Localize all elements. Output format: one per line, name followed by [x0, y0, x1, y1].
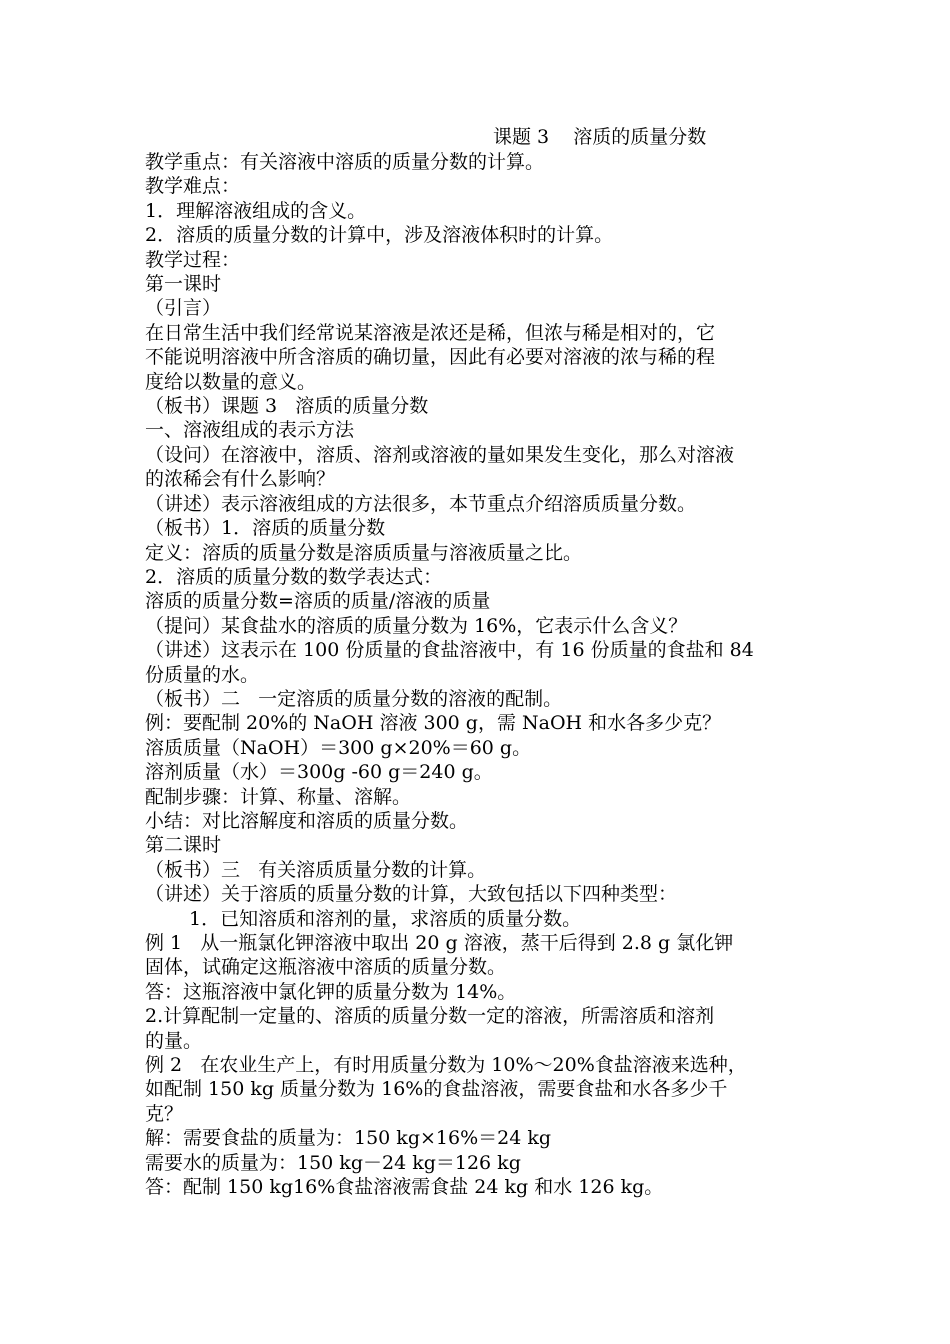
text-line: 例：要配制 20%的 NaOH 溶液 300 g，需 NaOH 和水各多少克？ — [145, 712, 722, 735]
text-line: 份质量的水。 — [145, 663, 260, 686]
text-line: 在日常生活中我们经常说某溶液是浓还是稀，但浓与稀是相对的，它 — [145, 321, 716, 344]
text-line: （讲述）关于溶质的质量分数的计算，大致包括以下四种类型： — [145, 883, 678, 906]
text-line: 配制步骤：计算、称量、溶解。 — [145, 785, 412, 808]
text-line: （引言） — [145, 297, 222, 320]
text-line: 教学过程： — [145, 248, 241, 271]
text-line: 答：这瓶溶液中氯化钾的质量分数为 14%。 — [145, 980, 517, 1003]
text-line: （设问）在溶液中，溶质、溶剂或溶液的量如果发生变化，那么对溶液 — [145, 443, 735, 466]
text-line: 的量。 — [145, 1029, 203, 1052]
text-line: 溶质的质量分数=溶质的质量/溶液的质量 — [145, 590, 491, 613]
text-line: 教学难点： — [145, 175, 241, 198]
text-line: 第二课时 — [145, 834, 222, 857]
text-line: （提问）某食盐水的溶质的质量分数为 16%，它表示什么含义？ — [145, 614, 688, 637]
text-line: 定义：溶质的质量分数是溶质质量与溶液质量之比。 — [145, 541, 583, 564]
text-line: 1．已知溶质和溶剂的量，求溶质的质量分数。 — [189, 907, 582, 930]
text-line: 2．溶质的质量分数的数学表达式： — [145, 565, 443, 588]
text-line: 固体，试确定这瓶溶液中溶质的质量分数。 — [145, 956, 507, 979]
text-line: 度给以数量的意义。 — [145, 370, 317, 393]
text-line: 教学重点：有关溶液中溶质的质量分数的计算。 — [145, 151, 545, 173]
text-line: 1．理解溶液组成的含义。 — [145, 199, 367, 222]
text-line: 如配制 150 kg 质量分数为 16%的食盐溶液，需要食盐和水各多少千 — [145, 1078, 728, 1101]
text-line: 例 2 在农业生产上，有时用质量分数为 10%～20%食盐溶液来选种， — [145, 1054, 747, 1077]
text-line: 2．溶质的质量分数的计算中，涉及溶液体积时的计算。 — [145, 224, 614, 247]
text-line: （板书）1．溶质的质量分数 — [145, 517, 386, 540]
text-line: 需要水的质量为：150 kg－24 kg＝126 kg — [145, 1151, 521, 1174]
text-line: （板书）二 一定溶质的质量分数的溶液的配制。 — [145, 687, 563, 710]
text-line: 克？ — [145, 1102, 184, 1125]
text-line: （讲述）表示溶液组成的方法很多，本节重点介绍溶质质量分数。 — [145, 492, 697, 515]
text-line: 解：需要食盐的质量为：150 kg×16%＝24 kg — [145, 1127, 552, 1150]
document-body — [145, 150, 825, 1199]
text-line: 不能说明溶液中所含溶质的确切量，因此有必要对溶液的浓与稀的程 — [145, 346, 716, 369]
text-line: （讲述）这表示在 100 份质量的食盐溶液中，有 16 份质量的食盐和 84 — [145, 639, 754, 662]
text-line: 答：配制 150 kg16%食盐溶液需食盐 24 kg 和水 126 kg。 — [145, 1176, 664, 1199]
text-line: 例 1 从一瓶氯化钾溶液中取出 20 g 溶液，蒸干后得到 2.8 g 氯化钾 — [145, 932, 734, 954]
text-line: 小结：对比溶解度和溶质的质量分数。 — [145, 809, 469, 832]
document-title: 课题 3 溶质的质量分数 — [493, 126, 707, 148]
text-line: 一、溶液组成的表示方法 — [145, 419, 355, 442]
text-line: 溶剂质量（水）＝300g -60 g＝240 g。 — [145, 761, 493, 784]
text-line: 第一课时 — [145, 273, 222, 296]
text-line: 溶质质量（NaOH）＝300 g×20%＝60 g。 — [145, 736, 532, 759]
text-line: 2.计算配制一定量的、溶质的质量分数一定的溶液，所需溶质和溶剂 — [145, 1005, 715, 1028]
text-line: （板书）三 有关溶质质量分数的计算。 — [145, 858, 487, 881]
text-line: 的浓稀会有什么影响？ — [145, 468, 336, 491]
text-line: （板书）课题 3 溶质的质量分数 — [145, 395, 429, 418]
